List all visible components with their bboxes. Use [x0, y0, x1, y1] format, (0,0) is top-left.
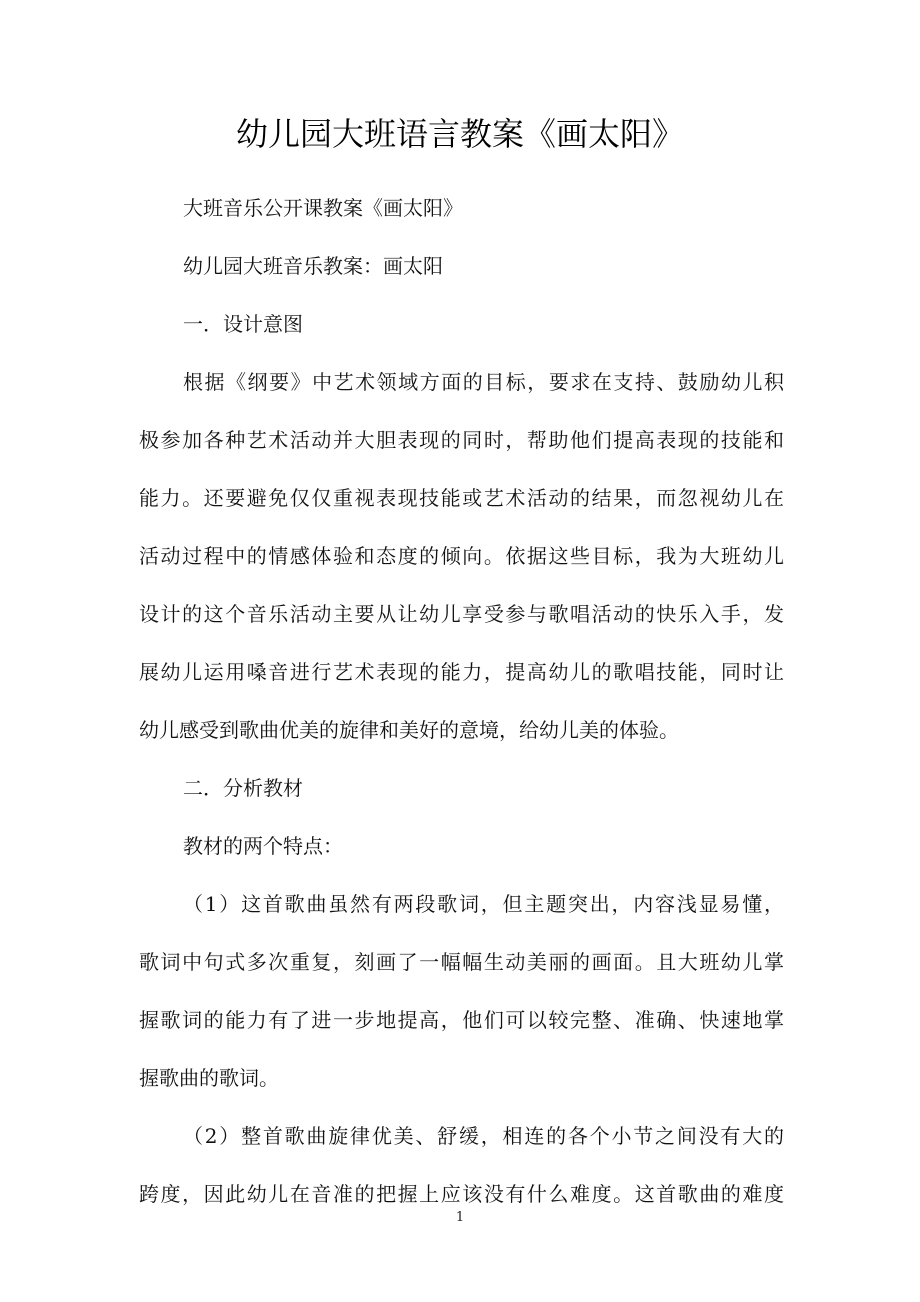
paragraph-line: 极参加各种艺术活动并大胆表现的同时，帮助他们提高表现的技能和 — [139, 428, 784, 452]
paragraph-line: （1）这首歌曲虽然有两段歌词，但主题突出，内容浅显易懂， — [183, 892, 784, 916]
paragraph-line: （2）整首歌曲旋律优美、舒缓，相连的各个小节之间没有大的 — [183, 1124, 784, 1148]
page-number: 1 — [455, 1210, 465, 1225]
paragraph-line: 活动过程中的情感体验和态度的倾向。依据这些目标，我为大班幼儿 — [139, 544, 784, 568]
paragraph-line: 握歌曲的歌词。 — [139, 1066, 279, 1090]
section-heading-analyze-material: 二．分析教材 — [183, 776, 303, 800]
paragraph-line: 幼儿感受到歌曲优美的旋律和美好的意境，给幼儿美的体验。 — [139, 718, 679, 742]
paragraph-line: 教材的两个特点： — [183, 834, 343, 858]
section-heading-design-intent: 一．设计意图 — [183, 312, 303, 336]
paragraph-line: 根据《纲要》中艺术领域方面的目标，要求在支持、鼓励幼儿积 — [183, 370, 784, 394]
paragraph-line: 展幼儿运用嗓音进行艺术表现的能力，提高幼儿的歌唱技能，同时让 — [139, 660, 784, 684]
paragraph-line: 歌词中句式多次重复，刻画了一幅幅生动美丽的画面。且大班幼儿掌 — [139, 950, 784, 974]
paragraph-line: 设计的这个音乐活动主要从让幼儿享受参与歌唱活动的快乐入手，发 — [139, 602, 784, 626]
subtitle-line-1: 大班音乐公开课教案《画太阳》 — [183, 196, 463, 220]
paragraph-line: 握歌词的能力有了进一步地提高，他们可以较完整、准确、快速地掌 — [139, 1008, 784, 1032]
paragraph-line: 能力。还要避免仅仅重视表现技能或艺术活动的结果，而忽视幼儿在 — [139, 486, 784, 510]
document-title: 幼儿园大班语言教案《画太阳》 — [235, 115, 684, 153]
paragraph-line: 跨度，因此幼儿在音准的把握上应该没有什么难度。这首歌曲的难度 — [139, 1182, 784, 1206]
subtitle-line-2: 幼儿园大班音乐教案：画太阳 — [183, 254, 443, 278]
